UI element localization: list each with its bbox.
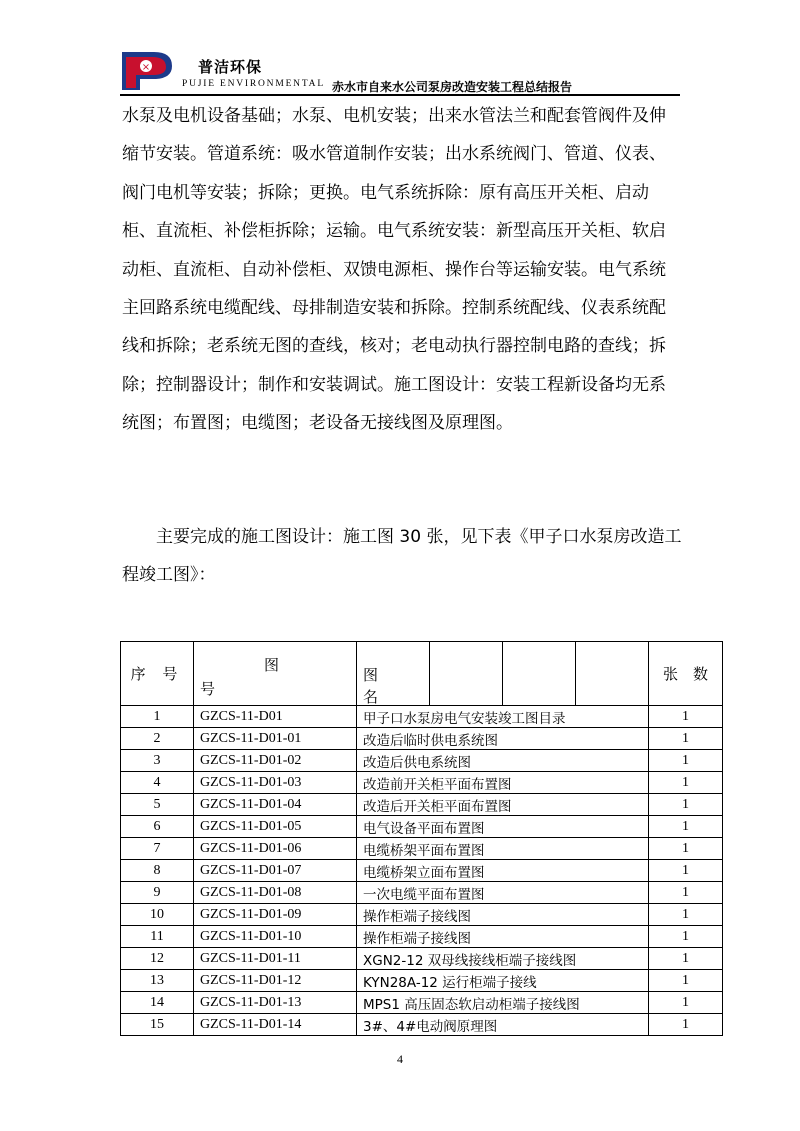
row-drawing-name: 操作柜端子接线图 <box>357 926 649 948</box>
row-quantity: 1 <box>649 772 723 794</box>
row-quantity: 1 <box>649 816 723 838</box>
row-number: 10 <box>121 904 194 926</box>
body-paragraph-2: 主要完成的施工图设计：施工图 30 张，见下表《甲子口水泵房改造工程竣工图》： <box>122 527 682 586</box>
row-drawing-code: GZCS-11-D01 <box>194 706 357 728</box>
brand-name-en: PUJIE ENVIRONMENTAL <box>182 79 325 89</box>
row-number: 14 <box>121 992 194 1014</box>
header-code-top: 图 <box>264 656 280 674</box>
row-quantity: 1 <box>649 728 723 750</box>
table-row <box>121 992 723 1014</box>
row-number: 8 <box>121 860 194 882</box>
header-name <box>357 642 430 706</box>
row-quantity: 1 <box>649 904 723 926</box>
row-number: 6 <box>121 816 194 838</box>
row-number: 15 <box>121 1014 194 1036</box>
row-drawing-name: 3#、4#电动阀原理图 <box>357 1014 649 1036</box>
table-row <box>121 728 723 750</box>
row-quantity: 1 <box>649 948 723 970</box>
table-row <box>121 860 723 882</box>
table-row <box>121 926 723 948</box>
table-row <box>121 882 723 904</box>
row-quantity: 1 <box>649 992 723 1014</box>
row-drawing-code: GZCS-11-D01-07 <box>194 860 357 882</box>
row-number: 4 <box>121 772 194 794</box>
header-blank-1 <box>430 642 503 706</box>
header-qty: 张 数 <box>649 642 723 706</box>
header-blank-2 <box>503 642 576 706</box>
row-quantity: 1 <box>649 926 723 948</box>
row-quantity: 1 <box>649 838 723 860</box>
header-seq: 序 号 <box>121 642 194 706</box>
table-row <box>121 794 723 816</box>
row-drawing-code: GZCS-11-D01-09 <box>194 904 357 926</box>
row-drawing-name: 改造后开关柜平面布置图 <box>357 794 649 816</box>
row-drawing-name: XGN2-12 双母线接线柜端子接线图 <box>357 948 649 970</box>
row-drawing-code: GZCS-11-D01-05 <box>194 816 357 838</box>
row-number: 5 <box>121 794 194 816</box>
row-drawing-code: GZCS-11-D01-03 <box>194 772 357 794</box>
row-drawing-code: GZCS-11-D01-01 <box>194 728 357 750</box>
row-drawing-code: GZCS-11-D01-06 <box>194 838 357 860</box>
row-drawing-code: GZCS-11-D01-04 <box>194 794 357 816</box>
header-divider <box>120 94 680 96</box>
row-drawing-name: 电缆桥架立面布置图 <box>357 860 649 882</box>
row-drawing-code: GZCS-11-D01-13 <box>194 992 357 1014</box>
table-row <box>121 838 723 860</box>
brand-name-cn: 普洁环保 <box>198 58 263 76</box>
header-name-top: 图 <box>363 666 379 684</box>
row-drawing-name: 一次电缆平面布置图 <box>357 882 649 904</box>
row-drawing-name: 操作柜端子接线图 <box>357 904 649 926</box>
header-code-bottom: 号 <box>200 680 216 698</box>
pujie-logo-icon <box>120 48 180 92</box>
page-header <box>120 42 680 97</box>
table-row <box>121 772 723 794</box>
header-blank-3 <box>576 642 649 706</box>
row-quantity: 1 <box>649 1014 723 1036</box>
row-drawing-code: GZCS-11-D01-12 <box>194 970 357 992</box>
row-drawing-name: 电气设备平面布置图 <box>357 816 649 838</box>
table-body <box>121 706 723 1036</box>
row-drawing-name: 甲子口水泵房电气安装竣工图目录 <box>357 706 649 728</box>
row-number: 1 <box>121 706 194 728</box>
row-quantity: 1 <box>649 882 723 904</box>
row-drawing-name: KYN28A-12 运行柜端子接线 <box>357 970 649 992</box>
row-drawing-name: 改造后供电系统图 <box>357 750 649 772</box>
body-paragraph-1: 水泵及电机设备基础；水泵、电机安装；出来水管法兰和配套管阀件及伸缩节安装。管道系统：吸水管道制作安装；出水系统阀门、管道、仪表、阀门电机等安装；拆除；更换。电气系统拆除：原有高压开关柜、启动柜、直流柜、补偿柜拆除；运输。电气系统安装：新型高压开关柜、软启动柜、直流柜、自动补偿柜、双馈电源柜、操作台等运输安装。电气系统主回路系统电缆配线、母排制造安装和拆除。控制系统配线、仪表系统配线和拆除；老系统无图的查线，核对；老电动执行器控制电路的查线；拆除；控制器设计；制作和安装调试。施工图设计：安装工程新设备均无系统图；布置图；电缆图；老设备无接线图及原理图。 <box>122 106 666 434</box>
table-row <box>121 816 723 838</box>
row-number: 3 <box>121 750 194 772</box>
row-number: 2 <box>121 728 194 750</box>
table-row <box>121 904 723 926</box>
report-title: 赤水市自来水公司泵房改造安装工程总结报告 <box>332 80 573 94</box>
row-drawing-code: GZCS-11-D01-11 <box>194 948 357 970</box>
row-number: 7 <box>121 838 194 860</box>
row-number: 12 <box>121 948 194 970</box>
svg-text:×: × <box>141 62 151 73</box>
row-drawing-code: GZCS-11-D01-14 <box>194 1014 357 1036</box>
row-number: 13 <box>121 970 194 992</box>
row-quantity: 1 <box>649 706 723 728</box>
row-drawing-code: GZCS-11-D01-08 <box>194 882 357 904</box>
row-drawing-name: MPS1 高压固态软启动柜端子接线图 <box>357 992 649 1014</box>
row-drawing-name: 电缆桥架平面布置图 <box>357 838 649 860</box>
row-quantity: 1 <box>649 750 723 772</box>
row-quantity: 1 <box>649 794 723 816</box>
row-quantity: 1 <box>649 970 723 992</box>
row-number: 9 <box>121 882 194 904</box>
row-drawing-name: 改造前开关柜平面布置图 <box>357 772 649 794</box>
table-row <box>121 970 723 992</box>
drawing-list-table <box>120 641 723 1036</box>
header-name-bottom: 名 <box>363 688 379 706</box>
table-row <box>121 1014 723 1036</box>
row-drawing-name: 改造后临时供电系统图 <box>357 728 649 750</box>
table-row <box>121 706 723 728</box>
row-drawing-code: GZCS-11-D01-10 <box>194 926 357 948</box>
table-header-row <box>121 642 723 706</box>
row-number: 11 <box>121 926 194 948</box>
page-number: 4 <box>397 1052 403 1066</box>
row-drawing-code: GZCS-11-D01-02 <box>194 750 357 772</box>
table-row <box>121 948 723 970</box>
row-quantity: 1 <box>649 860 723 882</box>
table-row <box>121 750 723 772</box>
header-code <box>194 642 357 706</box>
